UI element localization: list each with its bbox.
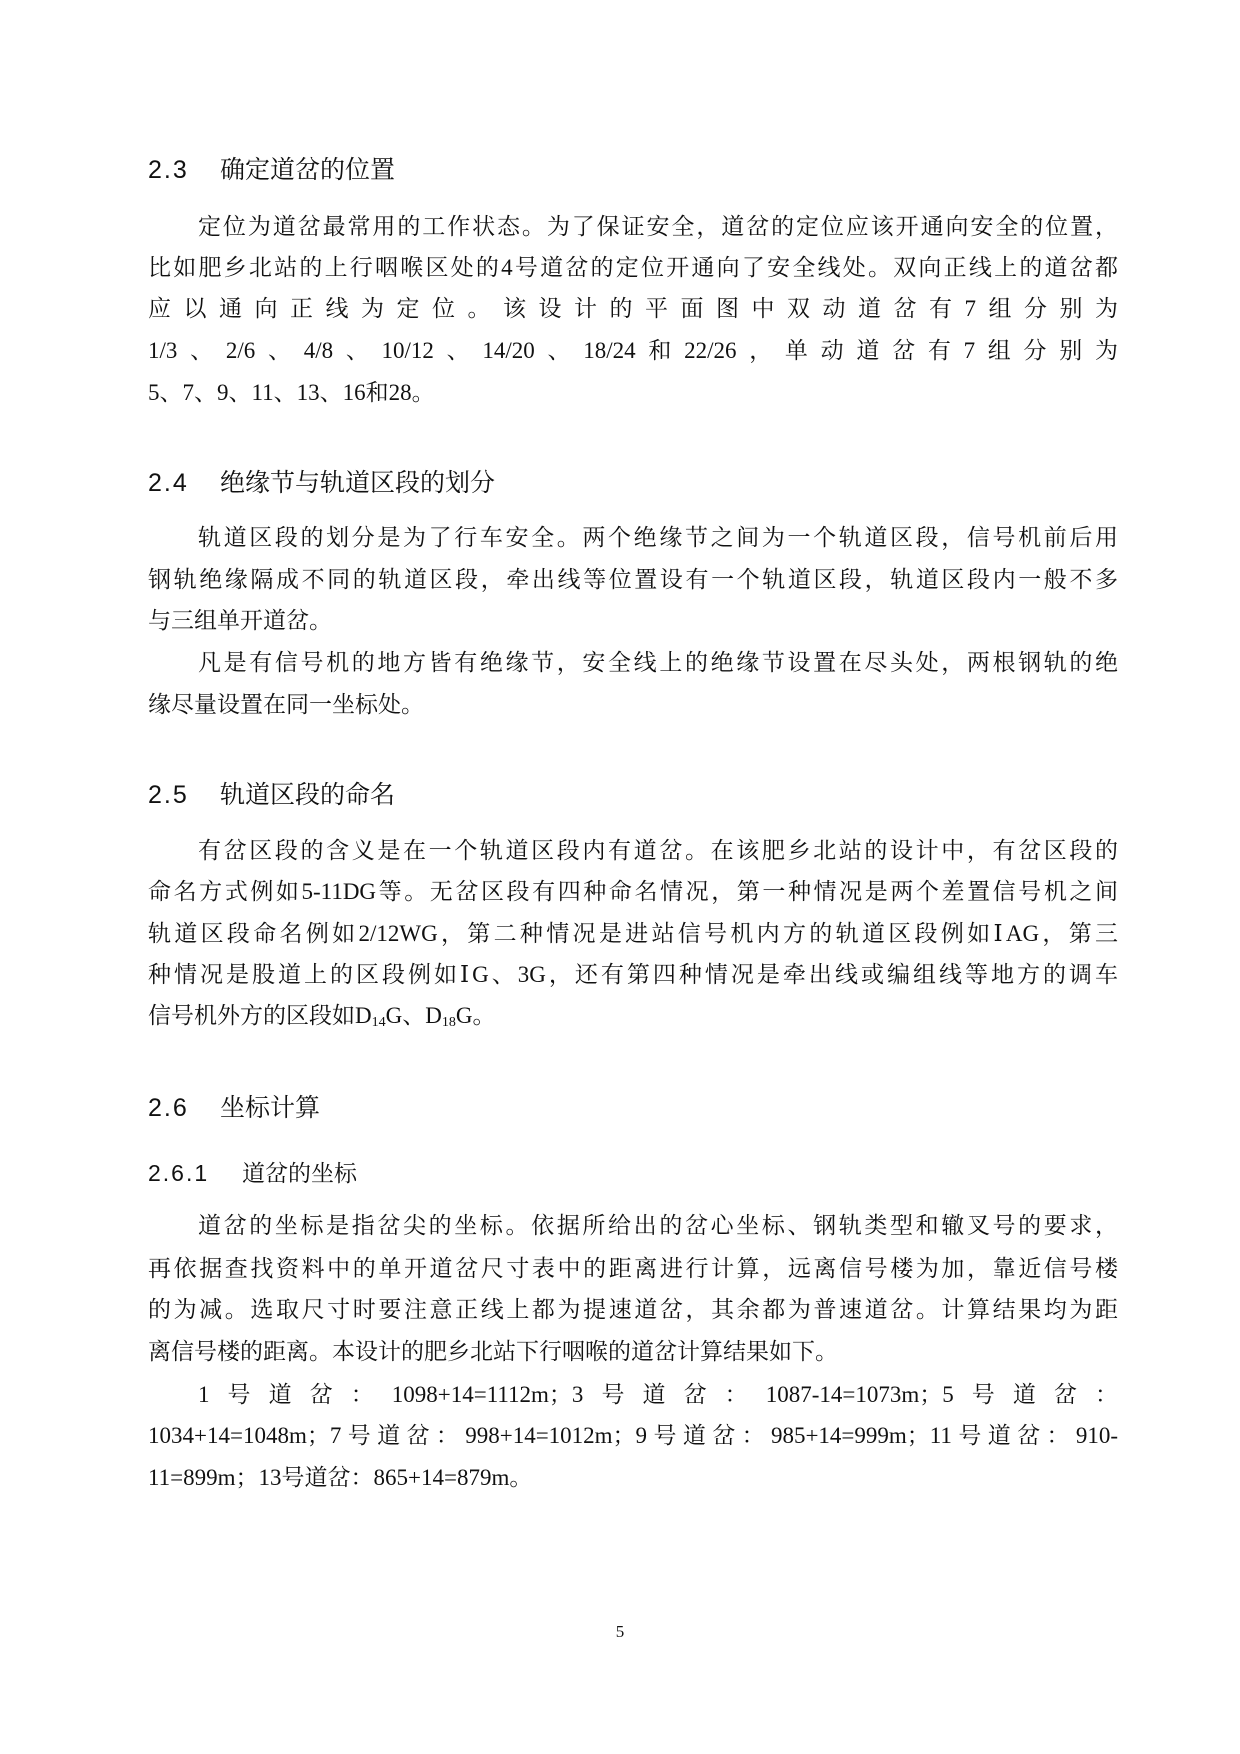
subsection-heading bbox=[148, 1155, 357, 1191]
paragraph-line: 道岔的坐标是指岔尖的坐标。依据所给出的岔心坐标、钢轨类型和辙叉号的要求， bbox=[198, 1213, 1118, 1238]
text-run: G、D bbox=[385, 1003, 442, 1028]
section-title: 轨道区段的命名 bbox=[220, 781, 396, 809]
paragraph-line: 轨道区段命名例如2/12WG，第二种情况是进站信号机内方的轨道区段例如ⅠAG，第三 bbox=[148, 921, 1118, 946]
text-run: 信号机外方的区段如D bbox=[148, 1003, 372, 1028]
paragraph-line: 应以通向正线为定位。该设计的平面图中双动道岔有7组分别为 bbox=[148, 296, 1118, 321]
page-number: 5 bbox=[615, 1622, 625, 1641]
paragraph-line: 钢轨绝缘隔成不同的轨道区段，牵出线等位置设有一个轨道区段，轨道区段内一般不多 bbox=[148, 567, 1118, 592]
paragraph-line: 1034+14=1048m；7号道岔：998+14=1012m；9号道岔：985+14=999m；11号道岔：910- bbox=[148, 1423, 1118, 1448]
paragraph-line: 1号道岔：1098+14=1112m；3号道岔：1087-14=1073m；5号道岔： bbox=[198, 1382, 1118, 1407]
paragraph-line: 离信号楼的距离。本设计的肥乡北站下行咽喉的道岔计算结果如下。 bbox=[148, 1339, 838, 1364]
section-title: 坐标计算 bbox=[220, 1094, 321, 1122]
paragraph-line: 与三组单开道岔。 bbox=[148, 608, 332, 633]
section-number: 2.4 bbox=[148, 469, 189, 497]
paragraph-line: 定位为道岔最常用的工作状态。为了保证安全，道岔的定位应该开通向安全的位置， bbox=[198, 214, 1118, 239]
section-heading bbox=[148, 150, 395, 190]
section-heading bbox=[148, 463, 495, 503]
subsection-title: 道岔的坐标 bbox=[242, 1160, 357, 1186]
paragraph-line: 1/3、2/6、4/8、10/12、14/20、18/24和22/26，单动道岔有7组分别为 bbox=[148, 338, 1118, 363]
section-heading bbox=[148, 775, 395, 815]
section-heading bbox=[148, 1088, 320, 1128]
section-number: 2.6 bbox=[148, 1094, 189, 1122]
paragraph-line: 再依据查找资料中的单开道岔尺寸表中的距离进行计算，远离信号楼为加，靠近信号楼 bbox=[148, 1256, 1118, 1281]
paragraph-line: 凡是有信号机的地方皆有绝缘节，安全线上的绝缘节设置在尽头处，两根钢轨的绝 bbox=[198, 650, 1118, 675]
paragraph-line: 轨道区段的划分是为了行车安全。两个绝缘节之间为一个轨道区段，信号机前后用 bbox=[198, 525, 1118, 550]
paragraph-line bbox=[148, 996, 1118, 1036]
paragraph-line: 命名方式例如5-11DG等。无岔区段有四种命名情况，第一种情况是两个差置信号机之间 bbox=[148, 879, 1118, 904]
section-number: 2.5 bbox=[148, 781, 189, 809]
paragraph-line: 比如肥乡北站的上行咽喉区处的4号道岔的定位开通向了安全线处。双向正线上的道岔都 bbox=[148, 255, 1118, 280]
paragraph-line: 5、7、9、11、13、16和28。 bbox=[148, 380, 435, 405]
subscript: 18 bbox=[441, 1015, 456, 1030]
text-run: G。 bbox=[455, 1003, 496, 1028]
paragraph-line: 种情况是股道上的区段例如ⅠG、3G，还有第四种情况是牵出线或编组线等地方的调车 bbox=[148, 962, 1118, 987]
section-title: 确定道岔的位置 bbox=[220, 156, 396, 184]
section-number: 2.3 bbox=[148, 156, 189, 184]
subscript: 14 bbox=[371, 1015, 386, 1030]
paragraph-line: 有岔区段的含义是在一个轨道区段内有道岔。在该肥乡北站的设计中，有岔区段的 bbox=[198, 838, 1118, 863]
section-title: 绝缘节与轨道区段的划分 bbox=[220, 469, 496, 497]
paragraph-line: 缘尽量设置在同一坐标处。 bbox=[148, 692, 424, 717]
paragraph-line: 11=899m；13号道岔：865+14=879m。 bbox=[148, 1465, 533, 1490]
paragraph-line: 的为减。选取尺寸时要注意正线上都为提速道岔，其余都为普速道岔。计算结果均为距 bbox=[148, 1297, 1118, 1322]
subsection-number: 2.6.1 bbox=[148, 1160, 210, 1186]
